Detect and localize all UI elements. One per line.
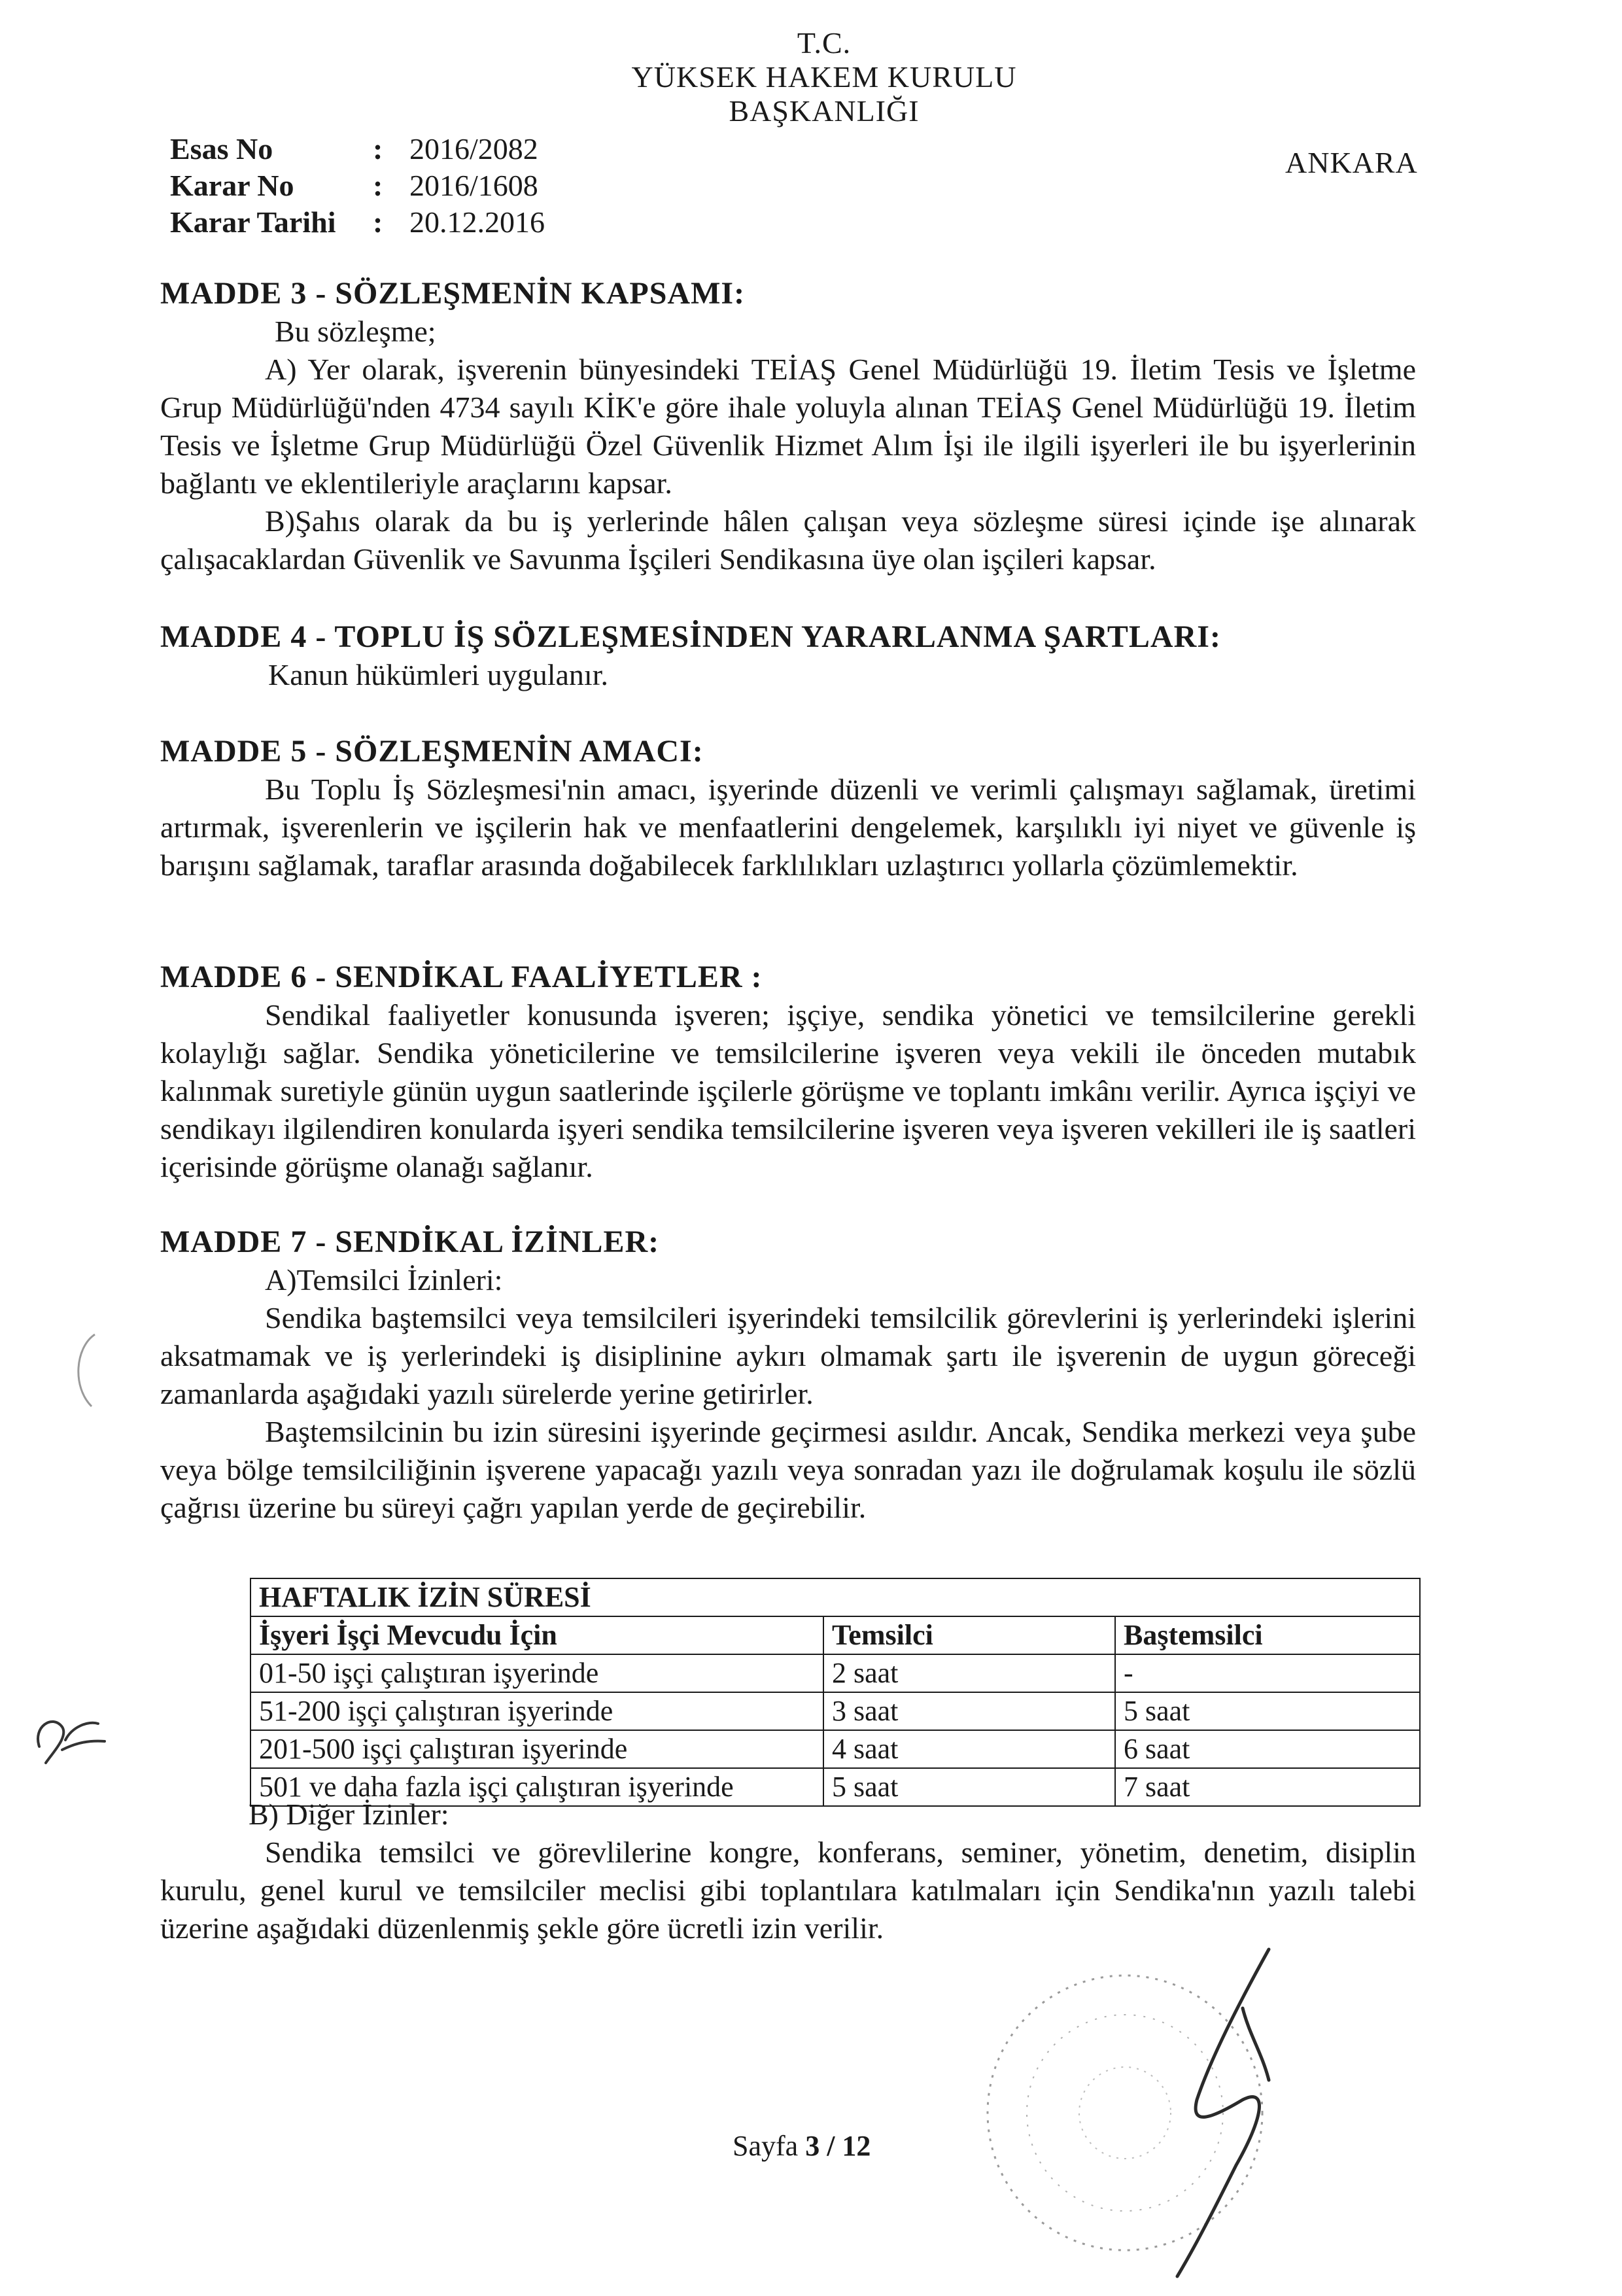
section-madde-3 <box>160 275 1416 578</box>
table-header: Temsilci <box>823 1616 1115 1654</box>
table-header-row <box>250 1616 1420 1654</box>
section-madde-7 <box>160 1223 1416 1527</box>
table-cell: 2 saat <box>823 1654 1115 1692</box>
meta-colon: : <box>373 169 383 202</box>
paragraph: A) Yer olarak, işverenin bünyesindeki TEİAŞ Genel Müdürlüğü 19. İletim Tesis ve İşletme Grup Müdürlüğü'nden 4734 sayılı KİK'e göre ihale yoluyla alınan TEİAŞ Genel Müdürlüğü 19. İletim Tesis ve İşletme Grup Müdürlüğü Özel Güvenlik Hizmet Alım İşi ile ilgili işyerleri ile bu işyerlerinin bağlantı ve eklentileriyle araçlarını kapsar. <box>160 353 1416 500</box>
section-madde-5 <box>160 733 1416 884</box>
meta-colon: : <box>373 132 383 165</box>
table-cell: - <box>1115 1654 1420 1692</box>
table-cell: 6 saat <box>1115 1730 1420 1768</box>
section-madde-6 <box>160 958 1416 1186</box>
section-intro: Bu sözleşme; <box>275 315 436 348</box>
table-cell: 01-50 işçi çalıştıran işyerinde <box>250 1654 823 1692</box>
table-cell: 5 saat <box>823 1768 1115 1806</box>
table-title: HAFTALIK İZİN SÜRESİ <box>250 1578 1420 1616</box>
page-number <box>733 2129 871 2163</box>
meta-row-esas <box>170 131 545 167</box>
meta-colon: : <box>373 205 383 239</box>
section-title: MADDE 5 - SÖZLEŞMENİN AMACI: <box>160 734 704 769</box>
section-title: MADDE 6 - SENDİKAL FAALİYETLER : <box>160 960 763 994</box>
section-other-leave <box>160 1796 1416 1947</box>
table-row <box>250 1730 1420 1768</box>
case-metadata <box>170 131 545 241</box>
table-title-row <box>250 1578 1420 1616</box>
table-header: İşyeri İşçi Mevcudu İçin <box>250 1616 823 1654</box>
meta-row-tarih <box>170 204 545 241</box>
paragraph: B)Şahıs olarak da bu iş yerlerinde hâlen çalışan veya sözleşme süresi içinde işe alınarak çalışacaklardan Güvenlik ve Savunma İşçileri Sendikasına üye olan işçileri kapsar. <box>160 504 1416 576</box>
table-cell: 51-200 işçi çalıştıran işyerinde <box>250 1692 823 1730</box>
paragraph: Bu Toplu İş Sözleşmesi'nin amacı, işyerinde düzenli ve verimli çalışmayı sağlamak, üretimi artırmak, işverenlerin ve işçilerin hak ve menfaatlerini dengelemek, karşılıklı iyi niyet ve güvenle iş barışını sağlamak, taraflar arasında doğabilecek farklılıkları uzlaştırıcı yollarla çözümlemektir. <box>160 773 1416 882</box>
initials-icon <box>26 1701 111 1773</box>
margin-mark-icon <box>62 1328 101 1413</box>
table-cell: 5 saat <box>1115 1692 1420 1730</box>
subsection-title: A)Temsilci İzinleri: <box>265 1263 503 1296</box>
paragraph: Sendikal faaliyetler konusunda işveren; işçiye, sendika yönetici ve temsilcilerine gerekli kolaylığı sağlar. Sendika yöneticilerine ve temsilcilerine işveren veya vekili ile önceden mutabık kalınmak suretiyle günün uygun saatlerinde işçilerle görüşme ve toplantı imkânı verilir. Ayrıca işçiyi ve sendikayı ilgilendiren konularda işyeri sendika temsilcilerine işveren veya işveren vekilleri ile iş saatleri içerisinde görüşme olanağı sağlanır. <box>160 998 1416 1183</box>
meta-label: Karar Tarihi <box>170 205 336 239</box>
page-number-prefix: Sayfa <box>733 2130 806 2162</box>
table-cell: 4 saat <box>823 1730 1115 1768</box>
meta-value: 2016/2082 <box>409 132 538 165</box>
section-title: MADDE 4 - TOPLU İŞ SÖZLEŞMESİNDEN YARARLANMA ŞARTLARI: <box>160 619 1221 654</box>
table-row <box>250 1692 1420 1730</box>
meta-value: 20.12.2016 <box>409 205 545 239</box>
paragraph: Sendika temsilci ve görevlilerine kongre, konferans, seminer, yönetim, denetim, disiplin kurulu, genel kurul ve temsilciler meclisi gibi toplantılara katılmaları için Sendika'nın yazılı talebi üzerine aşağıdaki düzenlenmiş şekle göre ücretli izin verilir. <box>160 1835 1416 1945</box>
meta-label: Esas No <box>170 132 273 165</box>
page-number-value: 3 / 12 <box>805 2130 871 2162</box>
meta-value: 2016/1608 <box>409 169 538 202</box>
section-madde-4 <box>160 618 1416 694</box>
weekly-leave-table <box>250 1578 1421 1807</box>
header-line-tc: T.C. <box>797 26 852 60</box>
city-label: ANKARA <box>1285 146 1418 179</box>
subsection-title: B) Diğer İzinler: <box>249 1798 449 1831</box>
table-cell: 201-500 işçi çalıştıran işyerinde <box>250 1730 823 1768</box>
meta-label: Karar No <box>170 169 294 202</box>
table-cell: 7 saat <box>1115 1768 1420 1806</box>
section-title: MADDE 3 - SÖZLEŞMENİN KAPSAMI: <box>160 276 746 311</box>
table-cell: 3 saat <box>823 1692 1115 1730</box>
signature-icon <box>961 1930 1328 2296</box>
institution-header <box>536 26 1112 128</box>
header-line-institution: YÜKSEK HAKEM KURULU <box>631 60 1017 94</box>
table-row <box>250 1654 1420 1692</box>
header-line-presidency: BAŞKANLIĞI <box>729 94 920 128</box>
paragraph: Sendika baştemsilci veya temsilcileri işyerindeki temsilcilik görevlerini iş yerlerindeki işlerini aksatmamak ve iş yerlerindeki iş disiplinine aykırı olmamak şartı ile işverenin de uygun göreceği zamanlarda aşağıdaki yazılı sürelerde yerine getirirler. <box>160 1301 1416 1410</box>
table-cell: 501 ve daha fazla işçi çalıştıran işyerinde <box>250 1768 823 1806</box>
paragraph: Kanun hükümleri uygulanır. <box>268 658 608 691</box>
meta-row-karar <box>170 167 545 204</box>
table-header: Baştemsilci <box>1115 1616 1420 1654</box>
paragraph: Baştemsilcinin bu izin süresini işyerinde geçirmesi asıldır. Ancak, Sendika merkezi veya şube veya bölge temsilciliğinin işverene yapacağı yazılı veya sonradan yazı ile doğrulamak koşulu ile sözlü çağrısı üzerine bu süreyi çağrı yapılan yerde de geçirebilir. <box>160 1415 1416 1524</box>
section-title: MADDE 7 - SENDİKAL İZİNLER: <box>160 1225 660 1259</box>
